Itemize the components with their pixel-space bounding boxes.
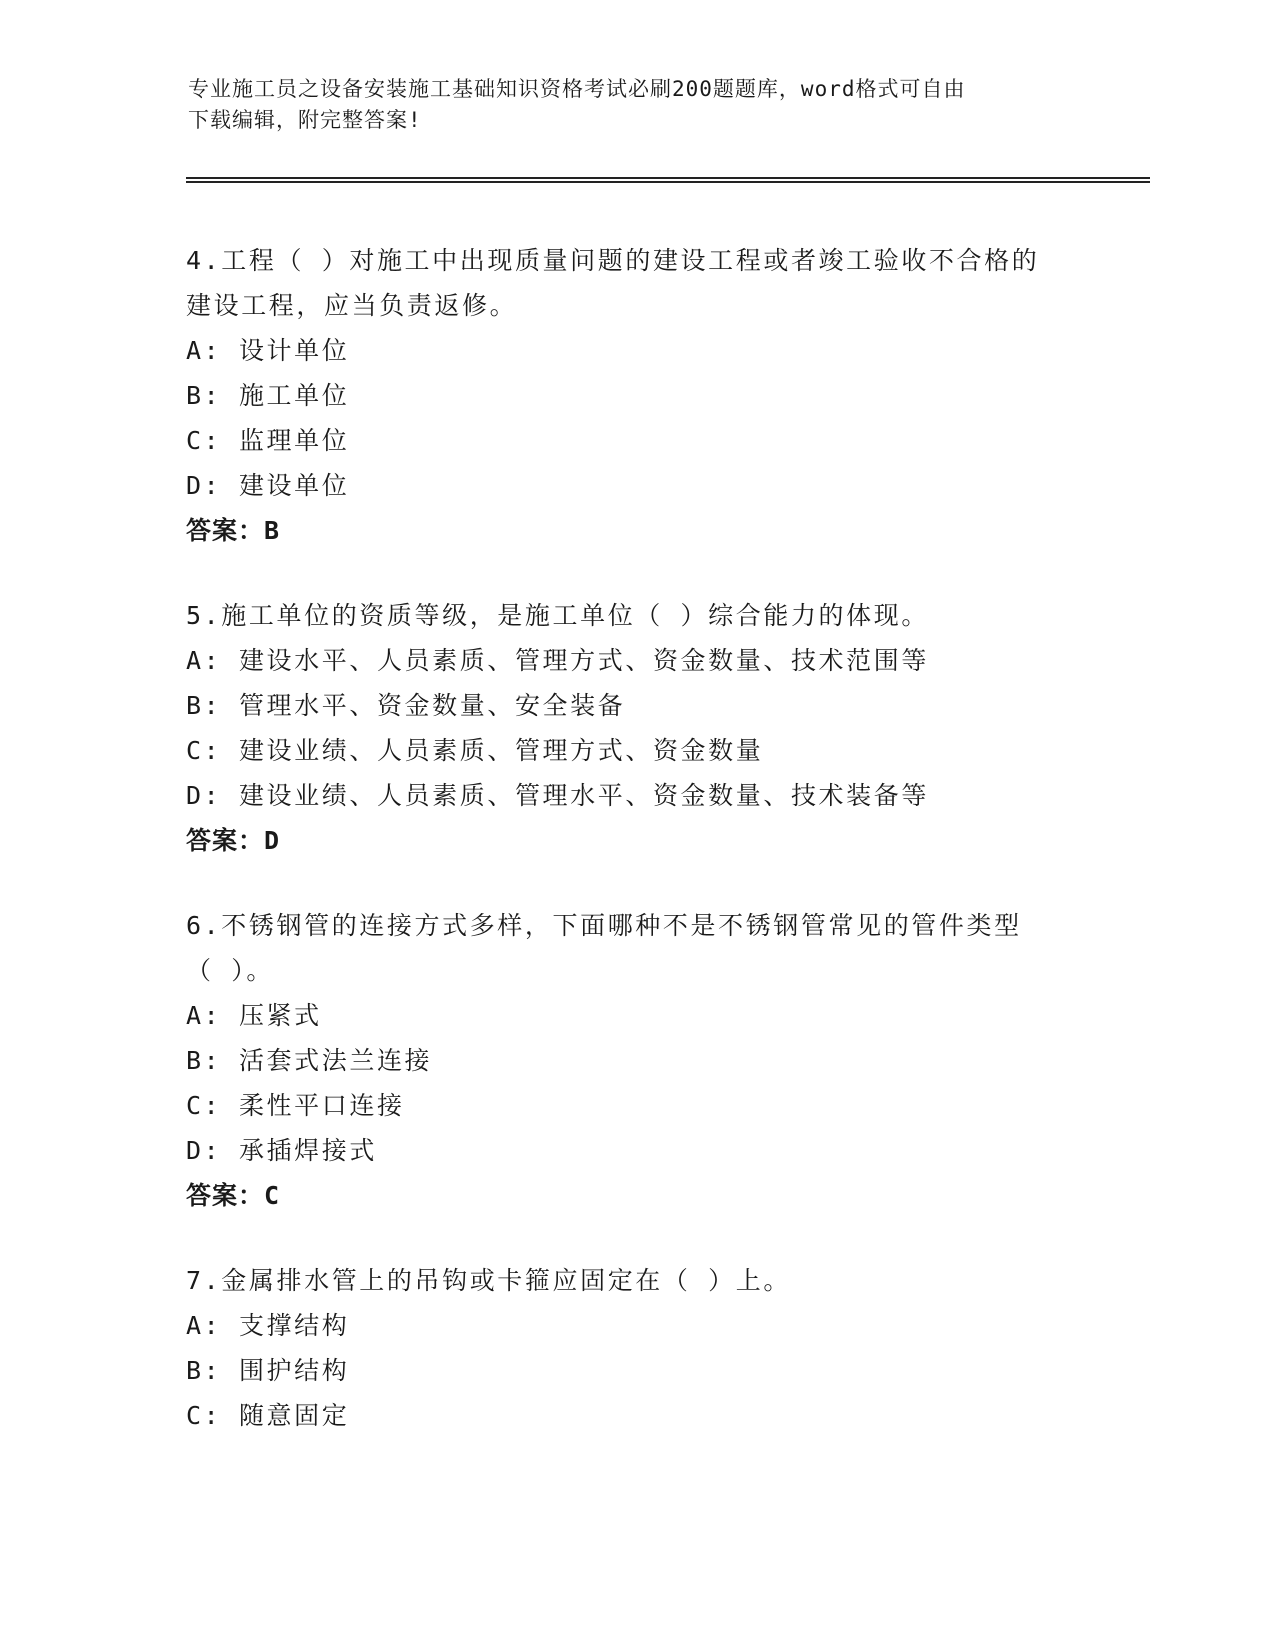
option-c: C: 柔性平口连接 — [186, 1091, 405, 1120]
question-stem-line: 7.金属排水管上的吊钩或卡箍应固定在（ ）上。 — [186, 1266, 791, 1295]
option-list — [186, 328, 1086, 508]
option-a: A: 支撑结构 — [186, 1311, 350, 1340]
header-divider-top — [186, 177, 1150, 179]
option-list — [186, 1303, 1086, 1438]
option-list — [186, 993, 1086, 1173]
answer-text: 答案：D — [186, 826, 281, 855]
document-header — [188, 74, 1068, 136]
option-c: C: 建设业绩、人员素质、管理方式、资金数量 — [186, 736, 764, 765]
option-b: B: 围护结构 — [186, 1356, 350, 1385]
question-5 — [186, 593, 1086, 863]
question-6 — [186, 903, 1086, 1218]
option-b: B: 管理水平、资金数量、安全装备 — [186, 691, 626, 720]
header-line-1: 专业施工员之设备安装施工基础知识资格考试必刷200题题库，word格式可自由 — [188, 77, 966, 101]
question-4 — [186, 238, 1086, 553]
option-b: B: 施工单位 — [186, 381, 350, 410]
header-divider-bottom — [186, 181, 1150, 183]
header-line-2: 下载编辑，附完整答案! — [188, 108, 422, 132]
option-c: C: 监理单位 — [186, 426, 350, 455]
question-list — [186, 238, 1086, 1478]
answer-text: 答案：B — [186, 516, 281, 545]
option-list — [186, 638, 1086, 818]
question-stem-line: （ ）。 — [186, 956, 274, 985]
option-d: D: 建设业绩、人员素质、管理水平、资金数量、技术装备等 — [186, 781, 929, 810]
option-c: C: 随意固定 — [186, 1401, 350, 1430]
question-stem-line: 建设工程，应当负责返修。 — [186, 291, 518, 320]
question-stem-line: 6.不锈钢管的连接方式多样，下面哪种不是不锈钢管常见的管件类型 — [186, 911, 1022, 940]
option-d: D: 建设单位 — [186, 471, 350, 500]
option-d: D: 承插焊接式 — [186, 1136, 377, 1165]
question-7 — [186, 1258, 1086, 1438]
option-a: A: 压紧式 — [186, 1001, 322, 1030]
option-b: B: 活套式法兰连接 — [186, 1046, 433, 1075]
question-stem-line: 4.工程（ ）对施工中出现质量问题的建设工程或者竣工验收不合格的 — [186, 246, 1040, 275]
option-a: A: 建设水平、人员素质、管理方式、资金数量、技术范围等 — [186, 646, 929, 675]
option-a: A: 设计单位 — [186, 336, 350, 365]
question-stem-line: 5.施工单位的资质等级，是施工单位（ ）综合能力的体现。 — [186, 601, 929, 630]
answer-text: 答案：C — [186, 1181, 281, 1210]
